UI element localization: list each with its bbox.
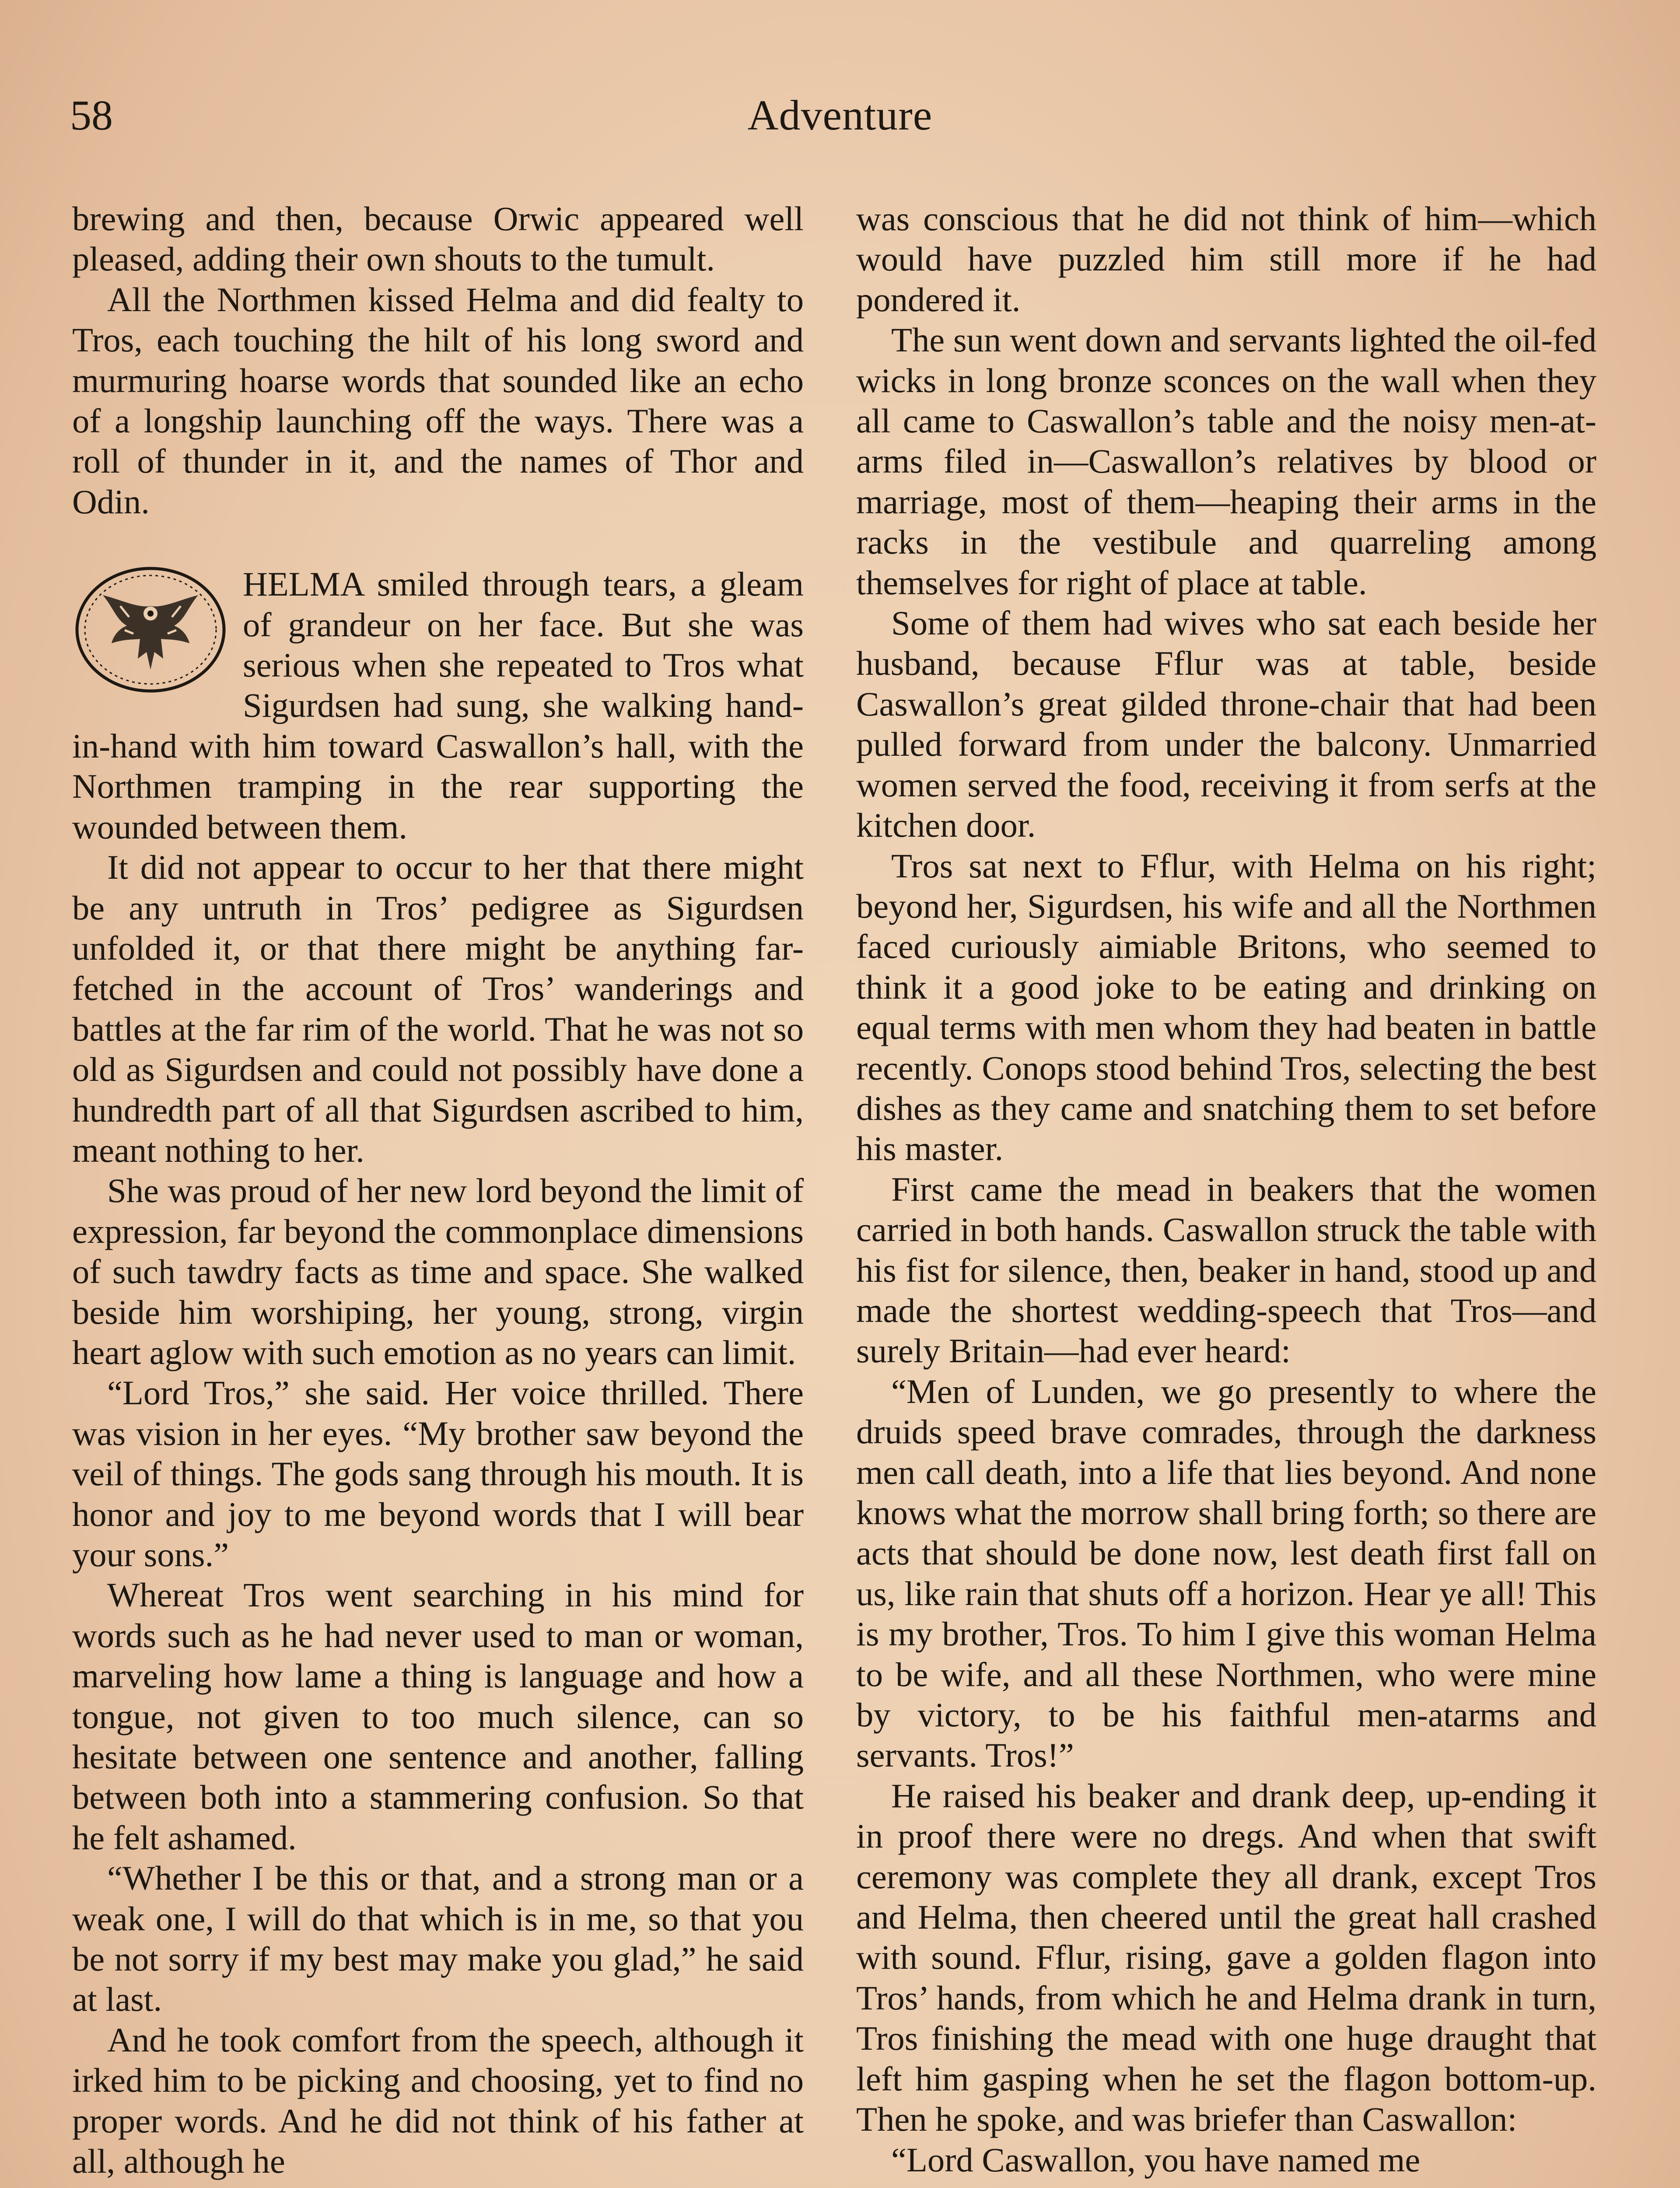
- paragraph: was conscious that he did not think of him—which would have puzzled him still more if he had pondered it.: [856, 200, 1596, 319]
- paragraph: All the Northmen kissed Helma and did fealty to Tros, each touching the hilt of his long sword and murmuring hoarse words that sounded like an echo of a longship launching off the ways. There was a roll of thunder in it, and the names of Thor and Odin.: [72, 281, 804, 521]
- paragraph: brewing and then, because Orwic appeared well pleased, adding their own shouts to the tumult.: [72, 200, 804, 279]
- paragraph: “Lord Tros,” she said. Her voice thrilled. There was vision in her eyes. “My brother saw beyond the veil of things. The gods sang through his mouth. It is honor and joy to me beyond words that I will bear your sons.”: [72, 1374, 804, 1574]
- paragraph: Tros sat next to Fflur, with Helma on his right; beyond her, Sigurdsen, his wife and all the Northmen faced curiously aimiable Britons, who seemed to think it a good joke to be eating and drinking on equal terms with men whom they had beaten in battle recently. Conops stood behind Tros, selecting the best dishes as they came and snatching them to set before his master.: [856, 847, 1596, 1168]
- paragraph: Whereat Tros went searching in his mind for words such as he had never used to man or woman, marveling how lame a thing is language and how a tongue, not given to too much silence, can so hesitate between one sentence and another, falling between both into a stammering confusion. So that he felt ashamed.: [72, 1576, 804, 1857]
- paragraph: The sun went down and servants lighted the oil-fed wicks in long bronze sconces on the wall when they all came to Caswallon’s table and the noisy men-at-arms filed in—Caswallon’s relatives by blood or marriage, most of them—heaping their arms in the racks in the vestibule and quarreling among themselves for right of place at table.: [856, 321, 1596, 602]
- paragraph: She was proud of her new lord beyond the limit of expression, far beyond the commonplace dimensions of such tawdry facts as time and space. She walked beside him worshiping, her young, strong, virgin heart aglow with such emotion as no years can limit.: [72, 1172, 804, 1372]
- eagle-medallion-icon: [72, 565, 229, 695]
- paragraph: And he took comfort from the speech, although it irked him to be picking and choosing, yet to find no proper words. And he did not think of his father at all, although he: [72, 2021, 804, 2181]
- left-text-column: [72, 199, 804, 2188]
- paragraph-drop-ornament: HELMA smiled through tears, a gleam of grandeur on her face. But she was serious when she repeated to Tros what Sigurdsen had sung, she walking hand-in-hand with him toward Caswallon’s hall, with the Northmen tramping in the rear supporting the wounded between them.: [72, 565, 804, 846]
- paragraph: “Men of Lunden, we go presently to where the druids speed brave comrades, through the darkness men call death, into a life that lies beyond. And none knows what the morrow shall bring forth; so there are acts that should be done now, lest death first fall on us, like rain that shuts off a horizon. Hear ye all! This is my brother, Tros. To him I give this woman Helma to be wife, and all these Northmen, who were mine by victory, to be his faithful men-atarms and servants. Tros!”: [856, 1372, 1596, 1775]
- paragraph: Some of them had wives who sat each beside her husband, because Fflur was at table, beside Caswallon’s great gilded throne-chair that had been pulled forward from under the balcony. Unmarried women served the food, receiving it from serfs at the kitchen door.: [856, 604, 1596, 845]
- paragraph: He raised his beaker and drank deep, up-ending it in proof there were no dregs. And when that swift ceremony was complete they all drank, except Tros and Helma, then cheered until the great hall crashed with sound. Fflur, rising, gave a golden flagon into Tros’ hands, from which he and Helma drank in turn, Tros finishing the mead with one huge draught that left him gasping when he set the flagon bottom-up. Then he spoke, and was briefer than Caswallon:: [856, 1777, 1596, 2139]
- paragraph: It did not appear to occur to her that there might be any untruth in Tros’ pedigree as Sigurdsen unfolded it, or that there might be anything far-fetched in the account of Tros’ wanderings and battles at the far rim of the world. That he was not so old as Sigurdsen and could not possibly have done a hundredth part of all that Sigurdsen ascribed to him, meant nothing to her.: [72, 849, 804, 1170]
- running-head-title: Adventure: [747, 92, 933, 139]
- right-text-column: [856, 199, 1596, 2188]
- paragraph: “Whether I be this or that, and a strong man or a weak one, I will do that which is in me, so that you be not sorry if my best may make you glad,” he said at last.: [72, 1859, 804, 2019]
- paragraph: First came the mead in beakers that the women carried in both hands. Caswallon struck the table with his fist for silence, then, beaker in hand, stood up and made the shortest wedding-speech that Tros—and surely Britain—had ever heard:: [856, 1170, 1596, 1371]
- paragraph: “Lord Caswallon, you have named me: [891, 2141, 1421, 2179]
- page-number: 58: [70, 92, 113, 139]
